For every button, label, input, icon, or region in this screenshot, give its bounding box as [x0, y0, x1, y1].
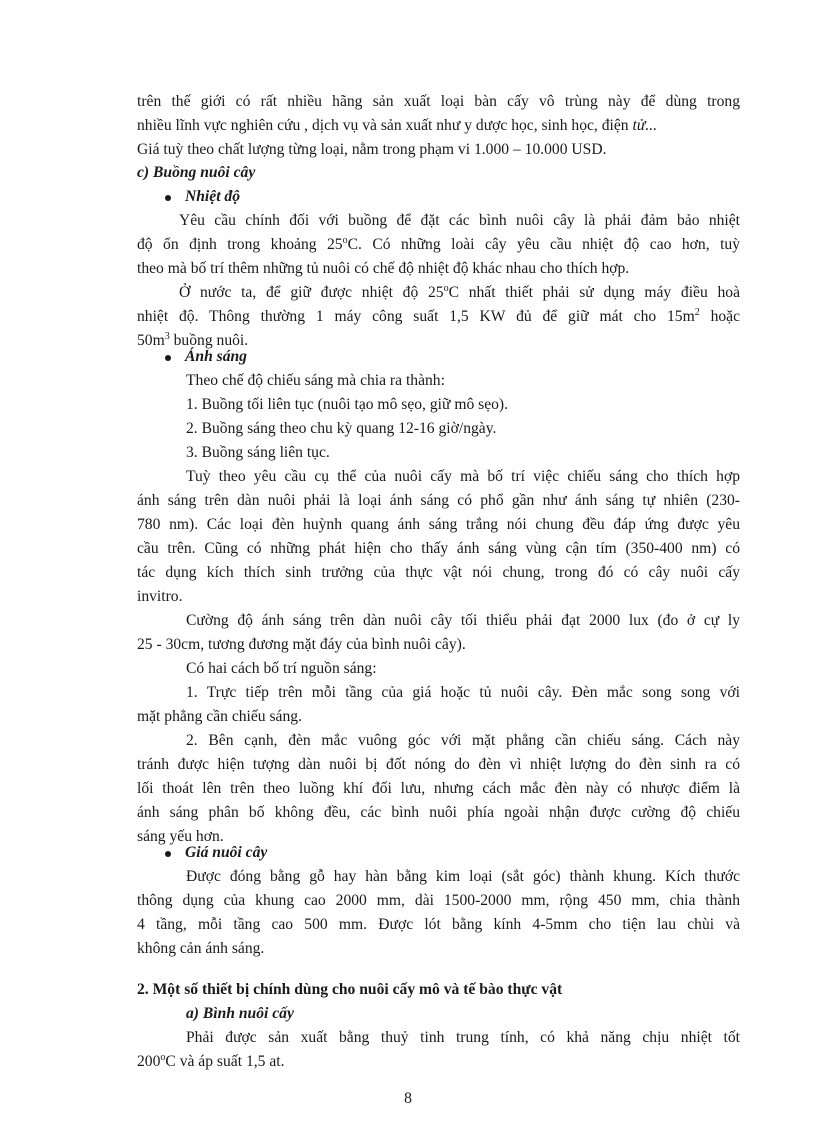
- bullet-heading-nhiet-do: Nhiệt độ: [185, 188, 241, 205]
- subsection-heading-a: a) Bình nuôi cấy: [186, 1005, 294, 1022]
- list-item: 1. Trực tiếp trên mỗi tầng của giá hoặc tủ nuôi cây. Đèn mắc song song với: [186, 684, 740, 701]
- paragraph-line: 25 - 30cm, tương đương mặt đáy của bình nuôi cây).: [137, 636, 466, 653]
- paragraph-line: lối thoát lên trên theo luồng khí đối lưu, nhưng cách mắc đèn này có nhược điểm là: [137, 780, 740, 797]
- section-heading-2: 2. Một số thiết bị chính dùng cho nuôi cấy mô và tế bào thực vật: [137, 981, 563, 998]
- bullet-icon: [165, 195, 171, 201]
- list-item: 1. Buồng tối liên tục (nuôi tạo mô sẹo, giữ mô sẹo).: [186, 396, 509, 413]
- paragraph-line: invitro.: [137, 588, 183, 605]
- paragraph-line: Yêu cầu chính đối với buồng để đặt các bình nuôi cây là phải đảm bảo nhiệt: [179, 212, 740, 229]
- paragraph-line: độ ổn định trong khoảng 25$^o$C. Có những loài cây yêu cầu nhiệt độ cao hơn, tuỳ: [137, 235, 740, 253]
- paragraph-line: trên thế giới có rất nhiều hãng sản xuất loại bàn cấy vô trùng này để dùng trong: [137, 93, 740, 110]
- paragraph-line: Tuỳ theo yêu cầu cụ thể của nuôi cấy mà bố trí việc chiếu sáng cho thích hợp: [186, 468, 740, 485]
- paragraph-line: Phải được sản xuất bằng thuỷ tinh trung tính, có khả năng chịu nhiệt tốt: [186, 1029, 740, 1046]
- paragraph-line: Cường độ ánh sáng trên dàn nuôi cây tối thiểu phải đạt 2000 lux (đo ở cự ly: [186, 612, 740, 629]
- list-item: 2. Buồng sáng theo chu kỳ quang 12-16 giờ/ngày.: [186, 420, 497, 437]
- paragraph-line: nhiều lĩnh vực nghiên cứu , dịch vụ và sản xuất như y dược học, sinh học, điện tử...: [137, 117, 658, 134]
- bullet-icon: [165, 355, 171, 361]
- paragraph-line: theo mà bố trí thêm những tủ nuôi có chế độ nhiệt độ khác nhau cho thích hợp.: [137, 260, 630, 277]
- paragraph-line: 780 nm). Các loại đèn huỳnh quang ánh sáng trắng nói chung đều đáp ứng được yêu: [137, 516, 740, 533]
- paragraph-line: Theo chế độ chiếu sáng mà chia ra thành:: [186, 372, 445, 389]
- paragraph-line: thông dụng của khung cao 2000 mm, dài 1500-2000 mm, rộng 450 mm, chia thành: [137, 892, 740, 909]
- paragraph-line: tác dụng kích thích sinh trưởng của thực vật nói chung, trong đó có cây nuôi cấy: [137, 564, 740, 581]
- list-item: 3. Buồng sáng liên tục.: [186, 444, 330, 461]
- section-heading-c: c) Buồng nuôi cây: [137, 164, 256, 181]
- paragraph-line: 4 tầng, mỗi tầng cao 500 mm. Được lót bằng kính 4-5mm cho tiện lau chùi và: [137, 916, 740, 933]
- list-item: 2. Bên cạnh, đèn mắc vuông góc với mặt phẳng cần chiếu sáng. Cách này: [186, 732, 740, 749]
- paragraph-line: cầu trên. Cũng có những phát hiện cho thấy ánh sáng vùng cận tím (350-400 nm) có: [137, 540, 740, 557]
- paragraph-line: tránh được hiện tượng dàn nuôi bị đốt nóng do đèn vì nhiệt lượng do đèn sinh ra có: [137, 756, 740, 773]
- paragraph-line: 200$^o$C và áp suất 1,5 at.: [137, 1052, 285, 1070]
- paragraph-line: nhiệt độ. Thông thường 1 máy công suất 1,5 KW đủ để giữ mát cho $15m^2$ hoặc: [137, 307, 740, 325]
- paragraph-line: $50m^3$ buồng nuôi.: [137, 331, 249, 349]
- paragraph-line: không cản ánh sáng.: [137, 940, 265, 957]
- bullet-icon: [165, 851, 171, 857]
- paragraph-line: Ở nước ta, để giữ được nhiệt độ 25$^o$C nhất thiết phải sử dụng máy điều hoà: [179, 283, 740, 301]
- bullet-heading-anh-sang: Ánh sáng: [185, 348, 247, 365]
- paragraph-line: ánh sáng phân bố không đều, các bình nuôi phía ngoài nhận được cường độ chiếu: [137, 804, 740, 821]
- paragraph-line: Có hai cách bố trí nguồn sáng:: [186, 660, 377, 677]
- paragraph-line: Giá tuỳ theo chất lượng từng loại, nằm trong phạm vi 1.000 – 10.000 USD.: [137, 141, 607, 158]
- paragraph-line: ánh sáng trên dàn nuôi phải là loại ánh sáng có phổ gần như ánh sáng tự nhiên (230-: [137, 492, 740, 509]
- paragraph-line: sáng yếu hơn.: [137, 828, 224, 845]
- page-number: 8: [404, 1090, 412, 1107]
- paragraph-line: Được đóng bằng gỗ hay hàn bằng kim loại (sắt góc) thành khung. Kích thước: [186, 868, 740, 885]
- bullet-heading-gia-nuoi-cay: Giá nuôi cây: [185, 844, 268, 861]
- paragraph-line: mặt phẳng cần chiếu sáng.: [137, 708, 302, 725]
